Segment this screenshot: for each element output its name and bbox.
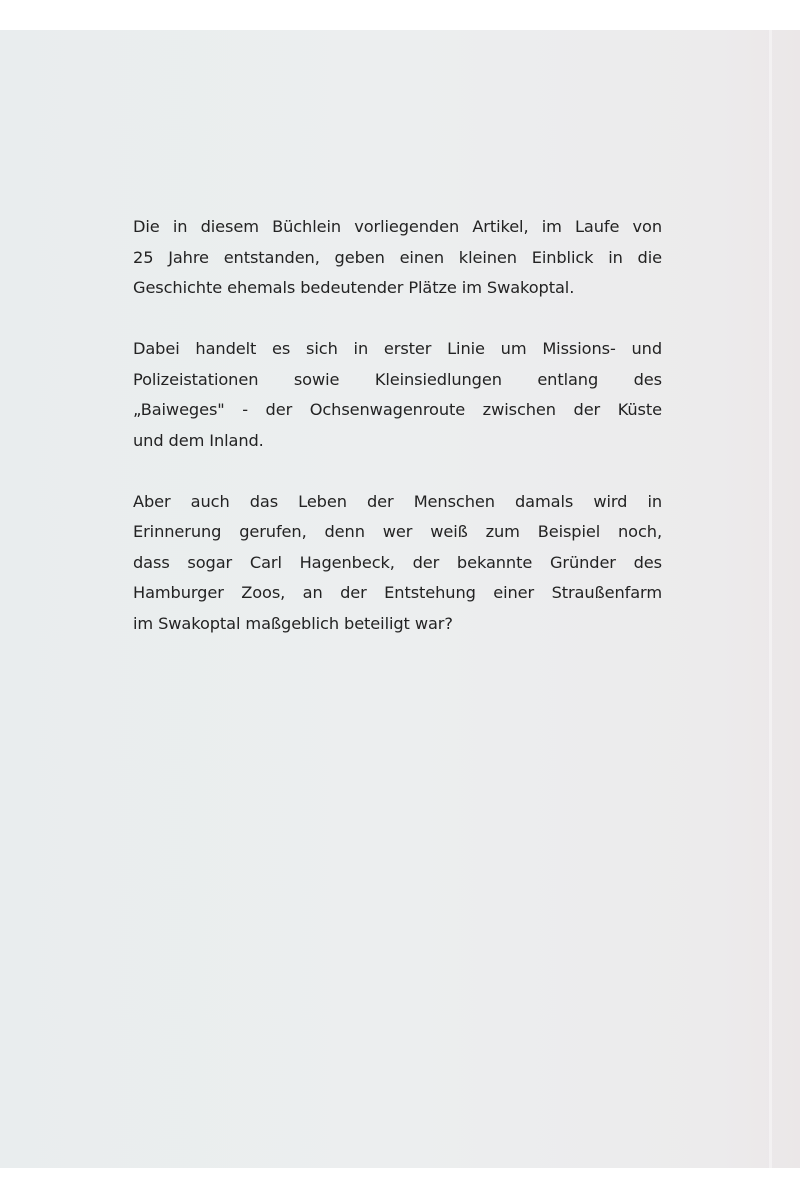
text-line: Hamburger Zoos, an der Entstehung einer Straußenfarm — [133, 583, 662, 602]
text-line: und dem Inland. — [133, 430, 264, 450]
text-line: Geschichte ehemals bedeutender Plätze im Swakoptal. — [133, 278, 575, 297]
text-line: dass sogar Carl Hagenbeck, der bekannte Gründer des — [133, 552, 662, 572]
paragraph-2 — [133, 334, 662, 456]
text-line: „Baiweges" - der Ochsenwagenroute zwischen der Küste — [133, 400, 662, 419]
paragraph-1 — [133, 212, 662, 304]
text-line: im Swakoptal maßgeblich beteiligt war? — [133, 613, 453, 633]
text-line: Erinnerung gerufen, denn wer weiß zum Beispiel noch, — [133, 522, 662, 541]
text-line: Die in diesem Büchlein vorliegenden Artikel, im Laufe von — [133, 217, 662, 236]
text-line: Dabei handelt es sich in erster Linie um Missions- und — [133, 339, 662, 358]
body-text — [133, 212, 662, 670]
text-line: Polizeistationen sowie Kleinsiedlungen entlang des — [133, 369, 662, 389]
page-fold-line — [769, 30, 772, 1168]
text-line: Aber auch das Leben der Menschen damals wird in — [133, 491, 662, 511]
paragraph-3 — [133, 487, 662, 640]
text-line: 25 Jahre entstanden, geben einen kleinen Einblick in die — [133, 247, 662, 267]
